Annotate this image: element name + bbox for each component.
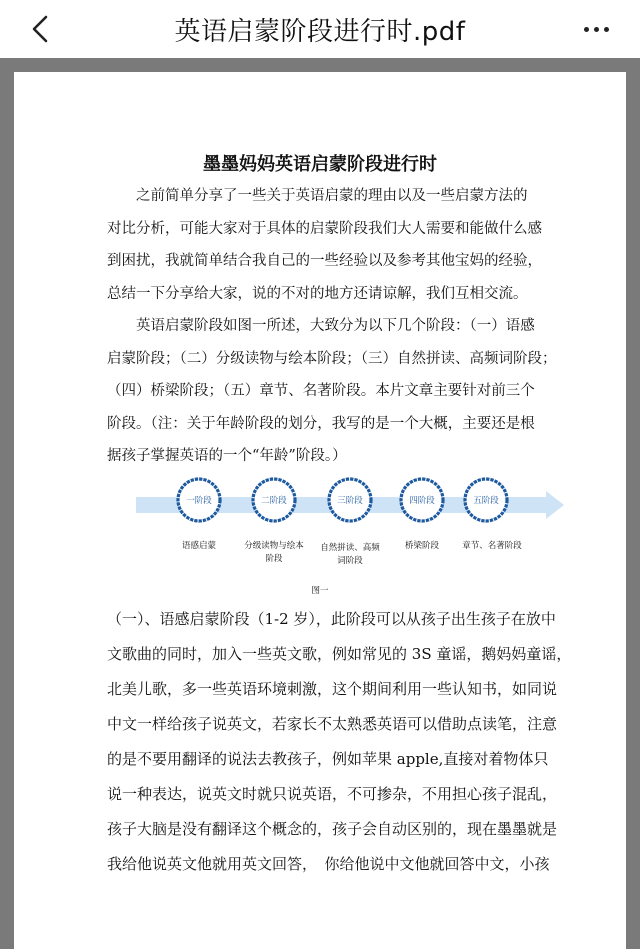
text-line: 对比分析，可能大家对于具体的启蒙阶段我们大人需要和能做什么感 (107, 220, 542, 237)
text-line: 的是不要用翻译的说法去教孩子，例如苹果 apple,直接对着物体只 (107, 750, 549, 768)
stage-badge-4 (398, 476, 446, 524)
stage-badge-label: 五阶段 (473, 496, 499, 506)
stage-badge-3 (326, 476, 374, 524)
paragraph-stage-one (107, 602, 572, 882)
back-button[interactable] (20, 9, 60, 49)
paragraph-stages (107, 310, 557, 473)
text-line: 文歌曲的同时，加入一些英文歌，例如常见的 3S 童谣，鹅妈妈童谣， (107, 645, 572, 663)
stage-badge-2 (250, 476, 298, 524)
text-line: 中文一样给孩子说英文，若家长不太熟悉英语可以借助点读笔，注意 (107, 715, 558, 733)
text-line: 北美儿歌，多一些英语环境刺激，这个期间利用一些认知书，如同说 (107, 680, 558, 698)
pdf-page[interactable] (14, 72, 626, 949)
chevron-left-icon (30, 14, 50, 44)
text-line: 我给他说英文他就用英文回答， 你给他说中文他就回答中文，小孩 (107, 855, 550, 873)
text-line: （一）、语感启蒙阶段（1-2 岁），此阶段可以从孩子出生孩子在放中 (107, 610, 556, 628)
text-line: 到困扰，我就简单结合我自己的一些经验以及参考其他宝妈的经验， (107, 253, 542, 269)
stage-caption-1: 语感启蒙 (181, 541, 216, 551)
text-line: 之前简单分享了一些关于英语启蒙的理由以及一些启蒙方法的 (107, 188, 528, 204)
text-line: 启蒙阶段；（二）分级读物与绘本阶段；（三）自然拼读、高频词阶段； (107, 350, 557, 367)
stage-badge-label: 四阶段 (409, 496, 435, 506)
text-line: 据孩子掌握英语的一个“年龄”阶段。） (107, 448, 347, 464)
stage-badge-5 (462, 476, 510, 524)
timeline-arrow-head (546, 491, 564, 519)
stage-badge-1 (175, 476, 223, 524)
text-line: （四）桥梁阶段；（五）章节、名著阶段。本片文章主要针对前三个 (107, 383, 535, 399)
more-button[interactable] (576, 9, 616, 49)
stage-caption-3: 自然拼读、高频 词阶段 (320, 543, 380, 566)
text-line: 孩子大脑是没有翻译这个概念的，孩子会自动区别的，现在墨墨就是 (107, 820, 558, 838)
stage-caption-2: 分级读物与绘本 阶段 (244, 541, 304, 564)
stage-badge-label: 二阶段 (261, 496, 287, 506)
more-horizontal-icon (584, 27, 589, 32)
document-title: 英语启蒙阶段进行时.pdf (174, 16, 466, 47)
stage-caption-5: 章节、名著阶段 (462, 541, 522, 551)
stage-badge-label: 三阶段 (337, 496, 363, 506)
top-bar (0, 0, 640, 58)
text-line: 总结一下分享给大家，说的不对的地方还请谅解，我们互相交流。 (107, 285, 528, 302)
article-title: 墨墨妈妈英语启蒙阶段进行时 (203, 154, 437, 175)
stage-badge-label: 一阶段 (186, 496, 212, 506)
more-horizontal-icon (594, 27, 599, 32)
text-line: 阶段。（注：关于年龄阶段的划分，我写的是一个大概，主要还是根 (107, 415, 535, 432)
figure-caption: 图一 (311, 586, 329, 596)
text-line: 说一种表达，说英文时就只说英语，不可掺杂，不用担心孩子混乱， (107, 785, 558, 803)
paragraph-intro (107, 180, 542, 310)
stage-caption-4: 桥梁阶段 (404, 541, 439, 551)
text-line: 英语启蒙阶段如图一所述，大致分为以下几个阶段：（一）语感 (107, 318, 535, 334)
more-horizontal-icon (604, 27, 609, 32)
